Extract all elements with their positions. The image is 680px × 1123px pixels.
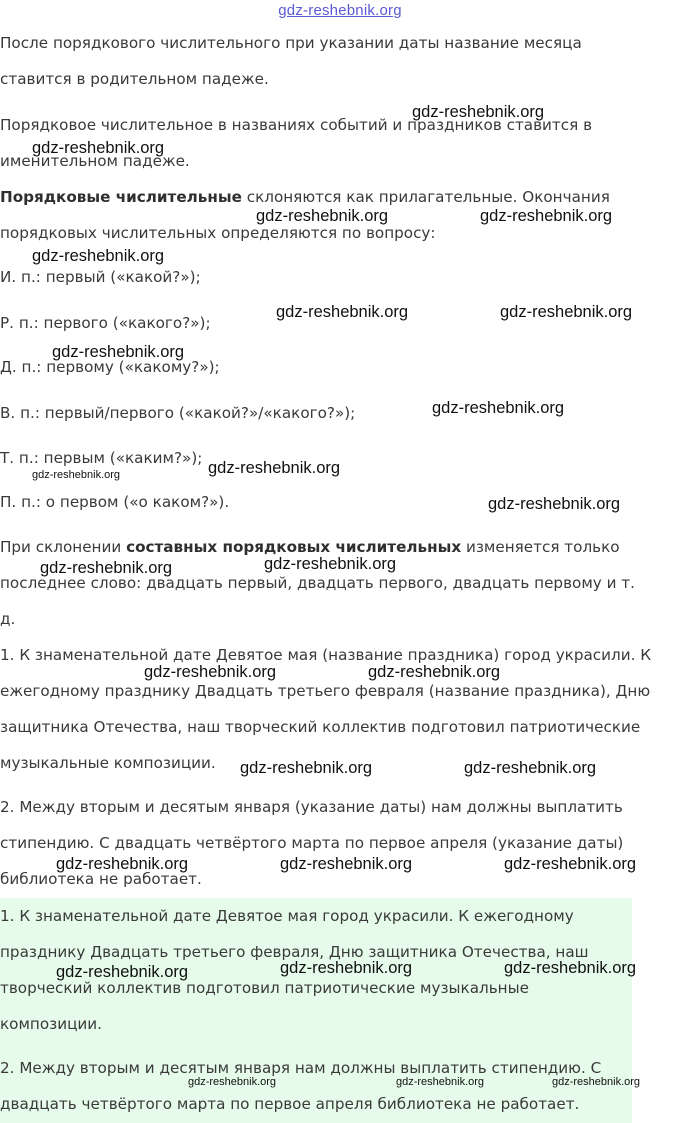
case-item: П. п.: о первом («о каком?»). (0, 493, 230, 511)
answer-sentence: 2. Между вторым и десятым января нам должны выплатить стипендию. С (0, 1059, 602, 1077)
watermark: gdz-reshebnik.org (396, 1076, 485, 1088)
bold-term: составных порядковых числительных (126, 538, 462, 556)
answer-box (0, 898, 632, 1123)
answer-sentence: празднику Двадцать третьего февраля, Дню защитника Отечества, наш (0, 943, 589, 961)
watermark: gdz-reshebnik.org (32, 139, 165, 157)
task-sentence: стипендию. С двадцать четвёртого марта по первое апреля (указание даты) (0, 834, 624, 852)
watermark: gdz-reshebnik.org (40, 559, 173, 577)
watermark: gdz-reshebnik.org (52, 343, 185, 361)
rule-text: д. (0, 610, 16, 628)
task-sentence: библиотека не работает. (0, 870, 202, 888)
watermark: gdz-reshebnik.org (368, 663, 501, 681)
case-item: И. п.: первый («какой?»); (0, 268, 201, 286)
watermark: gdz-reshebnik.org (208, 459, 341, 477)
task-sentence: музыкальные композиции. (0, 754, 216, 772)
watermark: gdz-reshebnik.org (56, 963, 189, 981)
watermark: gdz-reshebnik.org (240, 759, 373, 777)
watermark: gdz-reshebnik.org (488, 495, 621, 513)
rule-text-continued: склоняются как прилагательные. Окончания (241, 188, 610, 206)
case-item: Т. п.: первым («каким?»); (0, 449, 203, 467)
bold-term: Порядковые числительные (0, 188, 242, 206)
watermark: gdz-reshebnik.org (504, 959, 637, 977)
watermark: gdz-reshebnik.org (188, 1076, 277, 1088)
rule-text (0, 537, 620, 557)
task-sentence: 2. Между вторым и десятым января (указание даты) нам должны выплатить (0, 798, 623, 816)
case-item: Р. п.: первого («какого?»); (0, 314, 211, 332)
answer-sentence: двадцать четвёртого марта по первое апреля библиотека не работает. (0, 1095, 580, 1113)
answer-sentence: композиции. (0, 1015, 102, 1033)
task-sentence: ежегодному празднику Двадцать третьего февраля (название праздника), Дню (0, 682, 651, 700)
watermark: gdz-reshebnik.org (412, 103, 545, 121)
watermark: gdz-reshebnik.org (464, 759, 597, 777)
rule-text (0, 187, 610, 207)
watermark: gdz-reshebnik.org (32, 247, 165, 265)
watermark: gdz-reshebnik.org (480, 207, 613, 225)
answer-sentence: творческий коллектив подготовил патриотические музыкальные (0, 979, 529, 997)
rule-text: именительном падеже. (0, 152, 190, 170)
task-sentence: защитника Отечества, наш творческий коллектив подготовил патриотические (0, 718, 641, 736)
answer-sentence: 1. К знаменательной дате Девятое мая город украсили. К ежегодному (0, 907, 574, 925)
rule-text: ставится в родительном падеже. (0, 70, 269, 88)
watermark: gdz-reshebnik.org (500, 303, 633, 321)
rule-text: После порядкового числительного при указании даты название месяца (0, 34, 582, 52)
rule-text: Порядковое числительное в названиях событий и праздников ставится в (0, 116, 593, 134)
rule-text: последнее слово: двадцать первый, двадцать первого, двадцать первому и т. (0, 574, 635, 592)
case-item: В. п.: первый/первого («какой?»/«какого?»); (0, 404, 356, 422)
watermark: gdz-reshebnik.org (256, 207, 389, 225)
rule-text: порядковых числительных определяются по вопросу: (0, 224, 436, 242)
task-sentence: 1. К знаменательной дате Девятое мая (название праздника) город украсили. К (0, 646, 652, 664)
watermark: gdz-reshebnik.org (56, 855, 189, 873)
watermark: gdz-reshebnik.org (144, 663, 277, 681)
watermark: gdz-reshebnik.org (280, 959, 413, 977)
rule-text-start: При склонении (0, 538, 127, 556)
case-item: Д. п.: первому («какому?»); (0, 358, 220, 376)
watermark: gdz-reshebnik.org (552, 1076, 641, 1088)
watermark: gdz-reshebnik.org (432, 399, 565, 417)
watermark: gdz-reshebnik.org (276, 303, 409, 321)
rule-text-continued: изменяется только (461, 538, 620, 556)
site-header-link[interactable]: gdz-reshebnik.org (278, 2, 402, 19)
watermark: gdz-reshebnik.org (264, 555, 397, 573)
watermark: gdz-reshebnik.org (280, 855, 413, 873)
watermark: gdz-reshebnik.org (32, 469, 121, 481)
watermark: gdz-reshebnik.org (504, 855, 637, 873)
